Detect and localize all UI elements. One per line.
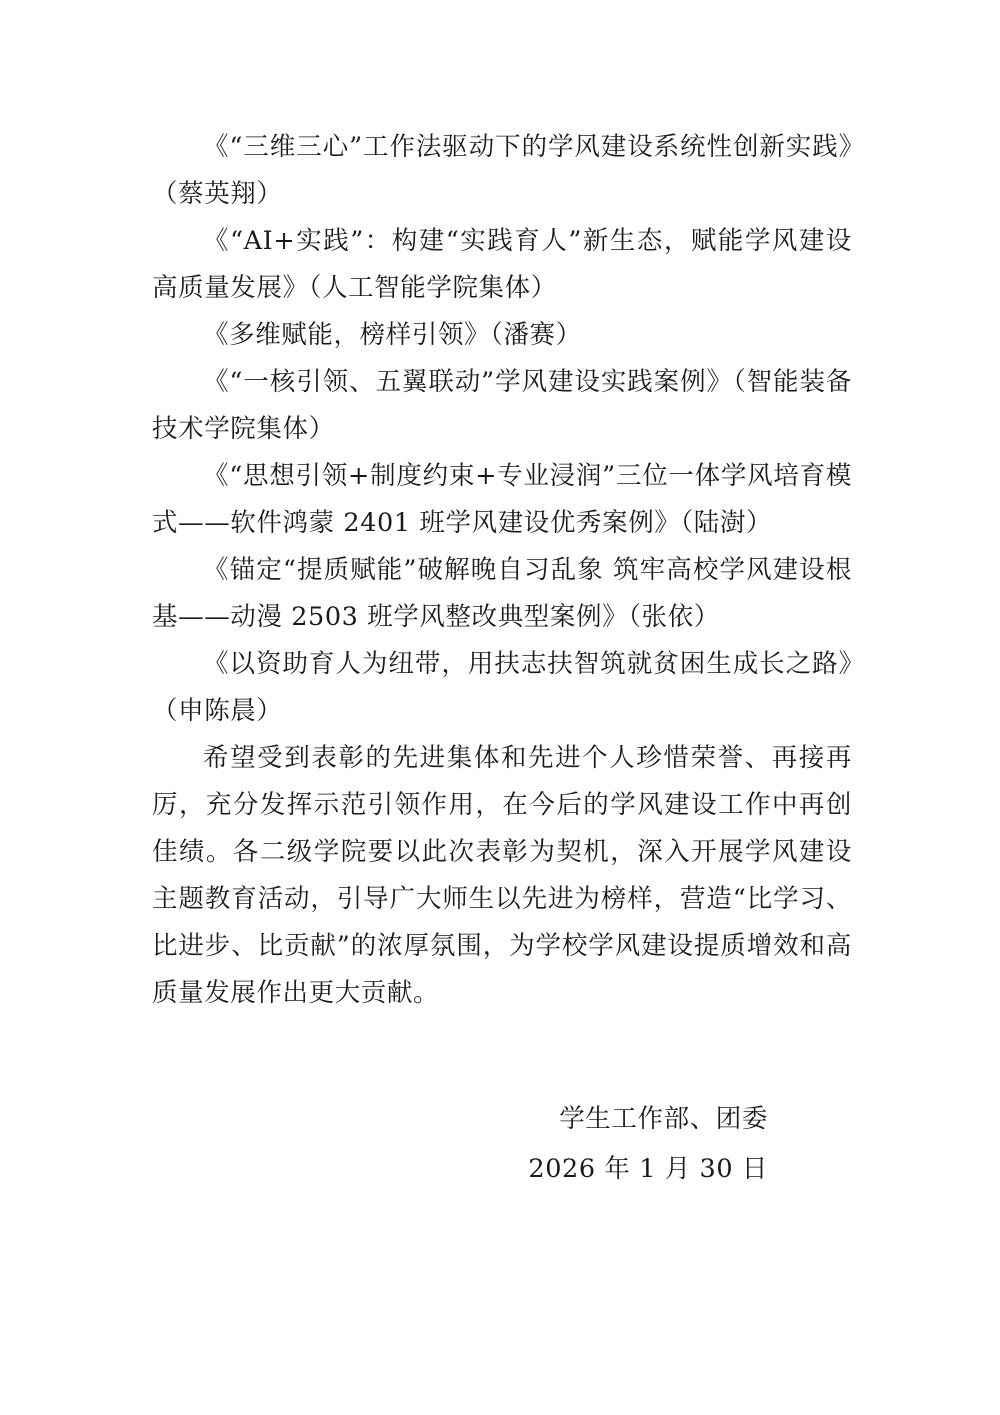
case-item-ai-college: 《“AI+实践”：构建“实践育人”新生态，赋能学风建设高质量发展》（人工智能学院集体） <box>152 226 852 303</box>
case-item-intelligent-equipment-college: 《“一核引领、五翼联动”学风建设实践案例》（智能装备技术学院集体） <box>152 367 852 444</box>
case-item-zhang-yi: 《锚定“提质赋能”破解晚自习乱象 筑牢高校学风建设根基——动漫 2503 班学风整改典型案例》（张依） <box>152 555 852 632</box>
case-item-shen-chenchen: 《以资助育人为纽带，用扶志扶智筑就贫困生成长之路》（申陈晨） <box>152 649 852 726</box>
case-item-pan-sai: 《多维赋能，榜样引领》（潘赛） <box>203 320 582 350</box>
closing-paragraph: 希望受到表彰的先进集体和先进个人珍惜荣誉、再接再厉，充分发挥示范引领作用，在今后的学风建设工作中再创佳绩。各二级学院要以此次表彰为契机，深入开展学风建设主题教育活动，引导广大师生以先进为榜样，营造“比学习、比进步、比贡献”的浓厚氛围，为学校学风建设提质增效和高质量发展作出更大贡献。 <box>152 743 852 1008</box>
signature-organization: 学生工作部、团委 <box>559 1104 768 1134</box>
case-item-lu-shu: 《“思想引领+制度约束+专业浸润”三位一体学风培育模式——软件鸿蒙 2401 班学风建设优秀案例》（陆澍） <box>152 461 852 538</box>
signature-date: 2026 年 1 月 30 日 <box>528 1154 768 1184</box>
case-item-cai-yingxiang: 《“三维三心”工作法驱动下的学风建设系统性创新实践》（蔡英翔） <box>152 132 852 209</box>
document-body <box>152 124 852 1017</box>
